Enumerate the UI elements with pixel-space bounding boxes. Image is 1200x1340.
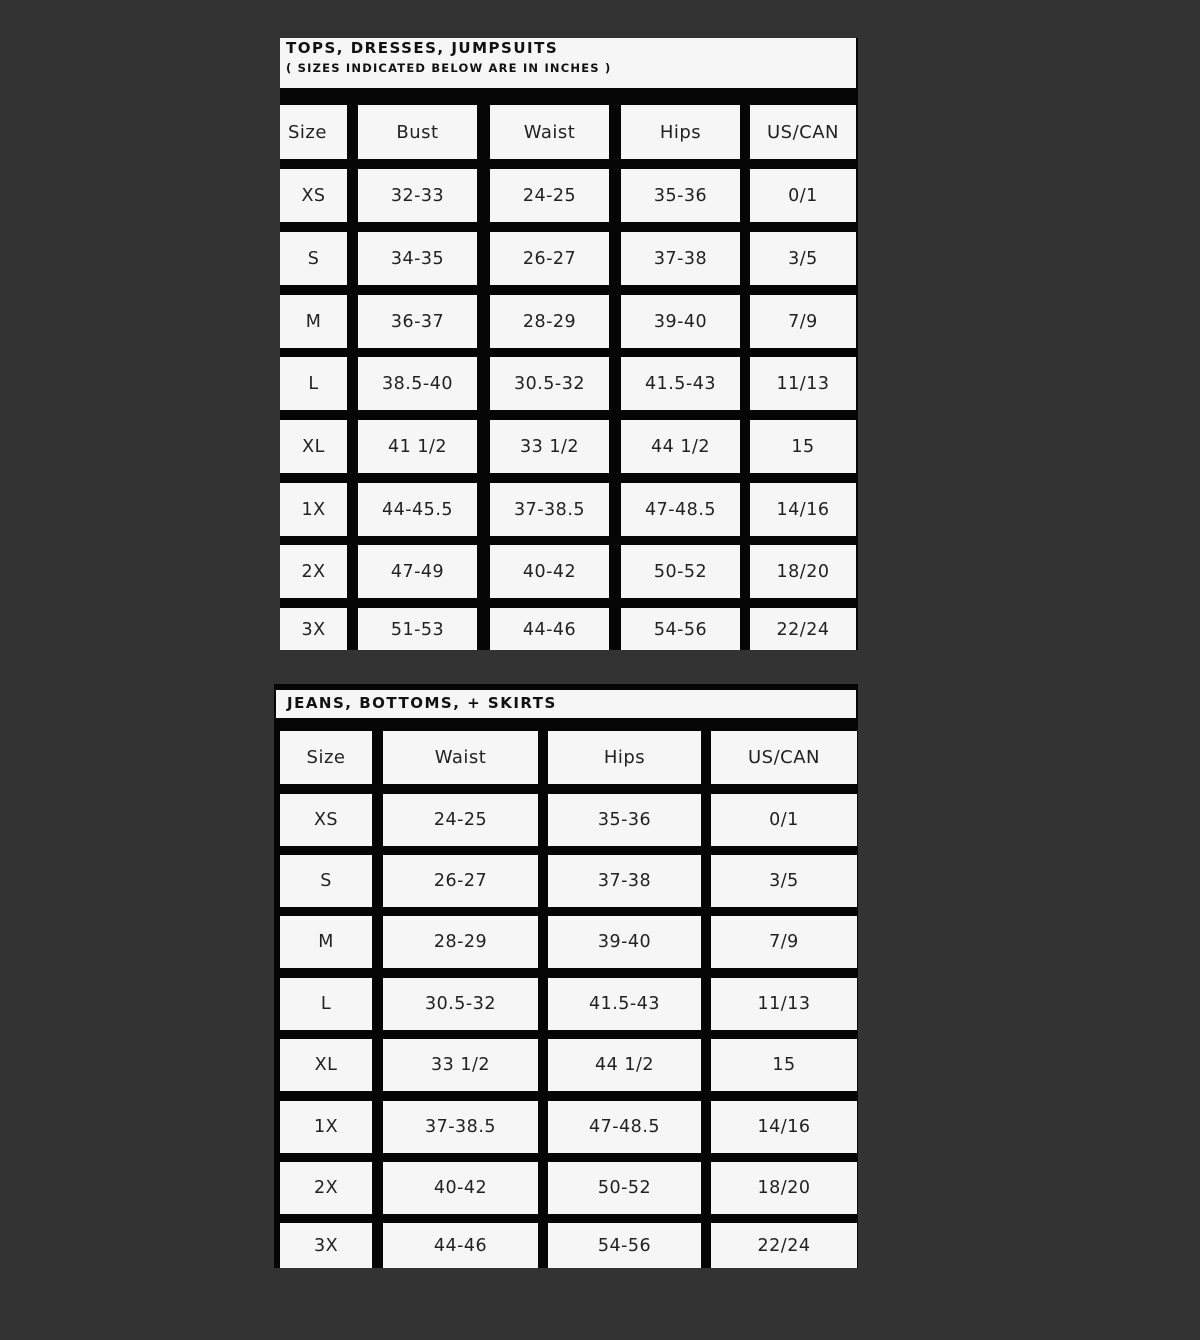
tops-chart-title: TOPS, DRESSES, JUMPSUITS <box>286 39 559 57</box>
bottoms-table-cell: 1X <box>280 1101 372 1153</box>
bottoms-table-cell: S <box>280 855 372 907</box>
tops-table-cell: 24-25 <box>490 169 609 222</box>
tops-table-cell: 0/1 <box>750 169 856 222</box>
bottoms-table-cell: M <box>280 916 372 968</box>
tops-table-cell: 44-45.5 <box>358 483 477 536</box>
tops-table-cell: 44 1/2 <box>621 420 740 473</box>
tops-table-cell: 36-37 <box>358 295 477 348</box>
bottoms-table-cell: XS <box>280 794 372 846</box>
tops-table-cell: 50-52 <box>621 545 740 598</box>
bottoms-table-cell: 37-38.5 <box>383 1101 538 1153</box>
bottoms-table-cell: 7/9 <box>711 916 857 968</box>
tops-table-cell: 37-38 <box>621 232 740 285</box>
bottoms-column-header: US/CAN <box>711 731 857 784</box>
bottoms-table-cell: 35-36 <box>548 794 701 846</box>
tops-table-cell: L <box>280 357 347 410</box>
tops-table-cell: 30.5-32 <box>490 357 609 410</box>
bottoms-chart-header <box>276 690 856 718</box>
tops-table-cell: 18/20 <box>750 545 856 598</box>
tops-size-chart <box>280 38 858 650</box>
tops-table-cell: 3/5 <box>750 232 856 285</box>
tops-column-header: Waist <box>490 105 609 159</box>
bottoms-table-cell: 47-48.5 <box>548 1101 701 1153</box>
tops-table-cell: 14/16 <box>750 483 856 536</box>
tops-column-header: Hips <box>621 105 740 159</box>
bottoms-table-cell: 26-27 <box>383 855 538 907</box>
tops-table-cell: 44-46 <box>490 608 609 650</box>
bottoms-table-cell: 2X <box>280 1162 372 1214</box>
tops-chart-header <box>280 38 856 88</box>
bottoms-table-cell: 11/13 <box>711 978 857 1030</box>
bottoms-table-cell: L <box>280 978 372 1030</box>
bottoms-column-header: Hips <box>548 731 701 784</box>
bottoms-table-cell: 39-40 <box>548 916 701 968</box>
bottoms-table-cell: 44 1/2 <box>548 1039 701 1091</box>
bottoms-table-cell: 22/24 <box>711 1223 857 1268</box>
tops-table-cell: S <box>280 232 347 285</box>
bottoms-table-cell: 54-56 <box>548 1223 701 1268</box>
tops-table-cell: 3X <box>280 608 347 650</box>
bottoms-table-cell: 41.5-43 <box>548 978 701 1030</box>
tops-table-cell: 35-36 <box>621 169 740 222</box>
bottoms-table-cell: 18/20 <box>711 1162 857 1214</box>
tops-table-cell: 32-33 <box>358 169 477 222</box>
tops-table-cell: XL <box>280 420 347 473</box>
bottoms-table-cell: 50-52 <box>548 1162 701 1214</box>
tops-table-cell: 39-40 <box>621 295 740 348</box>
bottoms-table-cell: 24-25 <box>383 794 538 846</box>
tops-table-cell: 26-27 <box>490 232 609 285</box>
bottoms-table-cell: 3/5 <box>711 855 857 907</box>
bottoms-table-cell: 40-42 <box>383 1162 538 1214</box>
tops-table-cell: 40-42 <box>490 545 609 598</box>
bottoms-table-cell: 0/1 <box>711 794 857 846</box>
bottoms-table-cell: XL <box>280 1039 372 1091</box>
bottoms-table-cell: 37-38 <box>548 855 701 907</box>
tops-table-cell: 47-49 <box>358 545 477 598</box>
tops-column-header: Bust <box>358 105 477 159</box>
bottoms-table-cell: 3X <box>280 1223 372 1268</box>
tops-table-cell: 33 1/2 <box>490 420 609 473</box>
tops-table-cell: 47-48.5 <box>621 483 740 536</box>
tops-table-cell: 41.5-43 <box>621 357 740 410</box>
tops-table-cell: 51-53 <box>358 608 477 650</box>
tops-column-header: Size <box>280 105 347 159</box>
bottoms-table-cell: 14/16 <box>711 1101 857 1153</box>
bottoms-table-cell: 33 1/2 <box>383 1039 538 1091</box>
tops-table-cell: 54-56 <box>621 608 740 650</box>
tops-table-cell: M <box>280 295 347 348</box>
tops-table-cell: 1X <box>280 483 347 536</box>
bottoms-size-chart <box>274 684 858 1268</box>
tops-table-cell: 34-35 <box>358 232 477 285</box>
bottoms-table-cell: 30.5-32 <box>383 978 538 1030</box>
bottoms-table-cell: 15 <box>711 1039 857 1091</box>
tops-table-cell: 2X <box>280 545 347 598</box>
tops-table-cell: XS <box>280 169 347 222</box>
bottoms-table-cell: 44-46 <box>383 1223 538 1268</box>
tops-table-cell: 7/9 <box>750 295 856 348</box>
tops-table-cell: 15 <box>750 420 856 473</box>
bottoms-column-header: Waist <box>383 731 538 784</box>
bottoms-table-cell: 28-29 <box>383 916 538 968</box>
tops-chart-subtitle: ( SIZES INDICATED BELOW ARE IN INCHES ) <box>286 61 612 75</box>
bottoms-column-header: Size <box>280 731 372 784</box>
tops-table-cell: 38.5-40 <box>358 357 477 410</box>
tops-table-cell: 41 1/2 <box>358 420 477 473</box>
tops-table-cell: 37-38.5 <box>490 483 609 536</box>
tops-column-header: US/CAN <box>750 105 856 159</box>
tops-table-cell: 28-29 <box>490 295 609 348</box>
tops-table-cell: 11/13 <box>750 357 856 410</box>
tops-table-cell: 22/24 <box>750 608 856 650</box>
bottoms-chart-title: JEANS, BOTTOMS, + SKIRTS <box>287 694 557 712</box>
